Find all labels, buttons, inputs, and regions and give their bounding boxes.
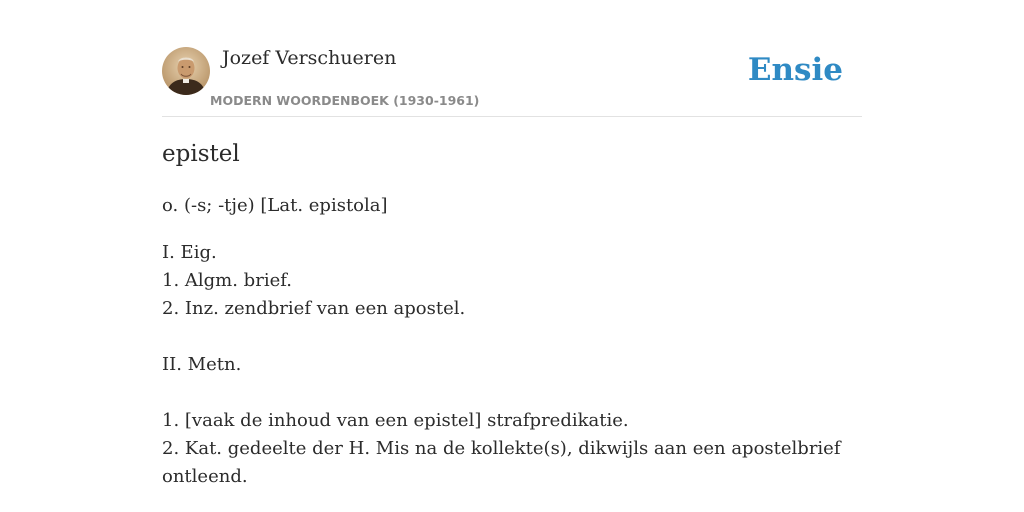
entry-content xyxy=(162,136,862,491)
brand-logo[interactable]: Ensie xyxy=(747,52,843,88)
definition-line: 2. Kat. gedeelte der H. Mis na de kollekte(s), dikwijls aan een apostelbrief ontleend. xyxy=(162,438,841,487)
definition-line: 1. [vaak de inhoud van een epistel] strafpredikatie. xyxy=(162,410,629,431)
grammar-info: o. (-s; -tje) [Lat. epistola] xyxy=(162,195,388,216)
definition-line: I. Eig. xyxy=(162,242,217,263)
definition-blank-line xyxy=(162,323,862,351)
definition-line: 2. Inz. zendbrief van een apostel. xyxy=(162,298,466,319)
definition-line: II. Metn. xyxy=(162,354,242,375)
author-name[interactable]: Jozef Verschueren xyxy=(222,47,397,69)
headword: epistel xyxy=(162,141,240,167)
author-avatar[interactable] xyxy=(162,47,210,95)
source-name[interactable]: MODERN WOORDENBOEK (1930-1961) xyxy=(210,93,480,108)
definition-line: 1. Algm. brief. xyxy=(162,270,292,291)
author-portrait-image xyxy=(162,47,210,95)
definition-text xyxy=(162,239,862,491)
entry-header xyxy=(162,46,862,117)
definition-blank-line xyxy=(162,379,862,407)
